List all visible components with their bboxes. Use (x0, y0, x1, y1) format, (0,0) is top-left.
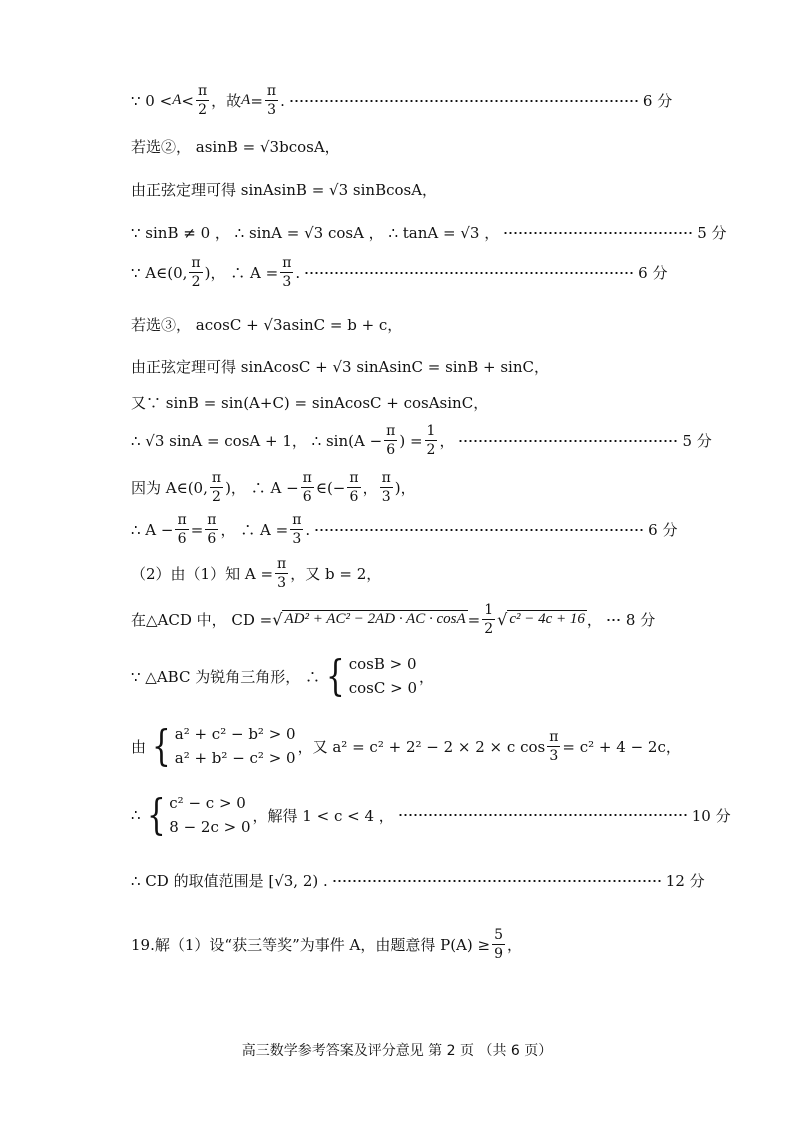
denominator: 6 (207, 531, 217, 547)
text: ，解得 1 < c < 4 ， (252, 806, 394, 825)
line-range-a-1 (131, 84, 672, 117)
text: ∈(− (315, 478, 346, 497)
system-row: cosB > 0 (348, 655, 417, 673)
denominator: 2 (198, 102, 208, 118)
score: 6 分 (648, 521, 678, 539)
line-acute-triangle (131, 651, 435, 700)
text: ， (362, 479, 378, 497)
line-sine-law-3 (131, 356, 549, 377)
text: ) = (399, 431, 423, 450)
text: A (241, 92, 251, 108)
text: A (172, 92, 182, 108)
denominator: 3 (267, 102, 276, 118)
line-sine-law-2 (131, 179, 437, 200)
fraction (290, 513, 303, 546)
denominator: 2 (426, 442, 436, 458)
line-tan-a (131, 222, 727, 243)
score: 10 分 (691, 806, 731, 825)
denominator: 3 (282, 274, 292, 290)
text: 因为 A∈(0, (131, 479, 208, 497)
text: ∵ 0 < (131, 91, 173, 110)
radical-sign-icon: √ (497, 610, 508, 629)
line-c-range (131, 790, 731, 839)
line-choice-2 (131, 136, 340, 157)
score: 12 分 (665, 872, 705, 890)
numerator: 1 (426, 423, 436, 439)
radicand: c² − 4c + 16 (509, 611, 585, 627)
text: ， (419, 667, 435, 686)
equation-system (148, 721, 296, 770)
text: ， (439, 432, 455, 450)
leader-dots (398, 814, 688, 816)
line-a-value (131, 513, 677, 546)
text: ∴ √3 sinA = cosA + 1， ∴ sin(A − (131, 432, 383, 450)
text: 又∵ sinB = sin(A+C) = sinAcosC + cosAsinC， (131, 394, 489, 412)
text: ∵ A∈(0, (131, 263, 188, 282)
fraction (425, 424, 438, 457)
text: ， (586, 611, 602, 629)
text: ∴ CD 的取值范围是 [√3, 2) . (131, 872, 328, 890)
text: ，故 (211, 92, 242, 110)
text: （2）由（1）知 A = (131, 565, 274, 583)
numerator: π (302, 470, 312, 486)
text: ， ∴ A = (220, 521, 289, 539)
system-row: a² + b² − c² > 0 (174, 749, 296, 767)
fraction (205, 513, 218, 546)
numerator: π (207, 512, 217, 528)
system-row: c² − c > 0 (169, 794, 246, 812)
score: 6 分 (642, 92, 673, 110)
score: 6 分 (638, 264, 668, 282)
text: 由 (131, 737, 147, 756)
text: . (280, 91, 285, 110)
text: ，又 a² = c² + 2² − 2 × 2 × c cos (297, 737, 546, 756)
square-root (497, 610, 587, 629)
fraction (492, 928, 505, 961)
line-sin-a-minus (131, 424, 712, 457)
line-cosine-law (131, 721, 681, 770)
numerator: π (349, 470, 359, 486)
numerator: π (211, 470, 222, 486)
text: = c² + 4 − 2c， (562, 737, 681, 756)
line-cd-formula (131, 603, 655, 636)
brace-icon: { (146, 790, 166, 839)
line-question-19 (131, 928, 522, 961)
text: 若选③， acosC + √3asinC = b + c， (131, 316, 403, 334)
system-row: cosC > 0 (348, 679, 417, 697)
fraction (380, 471, 393, 504)
square-root (272, 610, 467, 629)
line-sin-b-expand (131, 392, 488, 413)
numerator: π (177, 512, 187, 528)
numerator: π (292, 512, 302, 528)
denominator: 9 (494, 946, 503, 962)
line-range-a-2 (131, 256, 667, 289)
denominator: 3 (277, 575, 287, 591)
numerator: π (266, 83, 277, 99)
text: 由正弦定理可得 sinAsinB = √3 sinBcosA， (131, 181, 438, 199)
text: . (295, 263, 301, 282)
denominator: 6 (386, 442, 396, 458)
fraction (265, 84, 278, 117)
fraction (301, 471, 314, 504)
text: < (181, 91, 194, 110)
brace-icon: { (152, 721, 171, 770)
equation-system (143, 790, 251, 839)
brace-icon: { (326, 651, 345, 700)
page-footer: 高三数学参考答案及评分意见 第 2 页 （共 6 页） (241, 1043, 553, 1059)
fraction (175, 513, 188, 546)
denominator: 3 (381, 489, 391, 505)
numerator: π (549, 728, 559, 745)
denominator: 6 (349, 489, 359, 505)
fraction (275, 557, 288, 590)
denominator: 2 (484, 621, 494, 637)
denominator: 3 (292, 531, 302, 547)
leader-dots (332, 880, 662, 882)
numerator: π (386, 423, 396, 439)
denominator: 6 (177, 531, 187, 547)
text: 19.解（1）设“获三等奖”为事件 A，由题意得 P(A) ≥ (131, 936, 491, 954)
score: 8 分 (625, 611, 656, 629)
denominator: 2 (212, 489, 221, 505)
text: = (250, 91, 263, 110)
text: )， (394, 479, 416, 497)
numerator: π (191, 255, 201, 271)
leader-dots (503, 232, 693, 234)
denominator: 3 (549, 747, 559, 764)
radicand: AD² + AC² − 2AD · AC · cosA (284, 611, 466, 627)
fraction (482, 603, 495, 636)
line-cd-range (131, 870, 705, 891)
fraction (347, 471, 360, 504)
text: )， ∴ A = (204, 264, 279, 282)
denominator: 2 (191, 274, 201, 290)
numerator: π (282, 255, 292, 271)
fraction (280, 256, 293, 289)
denominator: 6 (302, 489, 312, 505)
score: 5 分 (697, 224, 727, 242)
equation-system (322, 651, 417, 700)
radical-sign-icon: √ (272, 610, 283, 629)
numerator: 1 (484, 602, 494, 618)
text: = (190, 520, 204, 539)
fraction (210, 471, 223, 504)
text: . (305, 520, 311, 539)
leader-dots (458, 440, 678, 442)
line-interval (131, 471, 416, 504)
system-row: 8 − 2c > 0 (169, 818, 251, 836)
text: )， ∴ A − (225, 479, 299, 497)
numerator: π (381, 470, 391, 486)
line-part-2 (131, 557, 381, 590)
leader-dots (289, 100, 639, 102)
numerator: π (197, 83, 208, 99)
leader-dots (606, 619, 622, 621)
leader-dots (304, 272, 634, 274)
text: ∴ (131, 806, 141, 824)
system-row: a² + c² − b² > 0 (174, 725, 296, 743)
text: = (467, 610, 481, 629)
score: 5 分 (682, 432, 712, 450)
text: 由正弦定理可得 sinAcosC + √3 sinAsinC = sinB + sinC， (131, 358, 549, 376)
text: ∵ sinB ≠ 0 ， ∴ sinA = √3 cosA ， ∴ tanA = √3 ， (131, 224, 500, 242)
fraction (196, 84, 209, 117)
fraction (189, 256, 202, 289)
numerator: π (277, 556, 287, 572)
text: 在△ACD 中， CD = (131, 611, 273, 629)
text: ∴ A − (131, 520, 174, 539)
numerator: 5 (494, 927, 503, 943)
text: ， (507, 936, 523, 954)
fraction (547, 730, 560, 763)
line-choice-3 (131, 314, 402, 335)
fraction (384, 424, 397, 457)
text: ∵ △ABC 为锐角三角形， ∴ (131, 667, 320, 686)
text: 若选②， asinB = √3bcosA， (131, 138, 340, 156)
leader-dots (314, 529, 644, 531)
text: ，又 b = 2， (290, 565, 382, 583)
